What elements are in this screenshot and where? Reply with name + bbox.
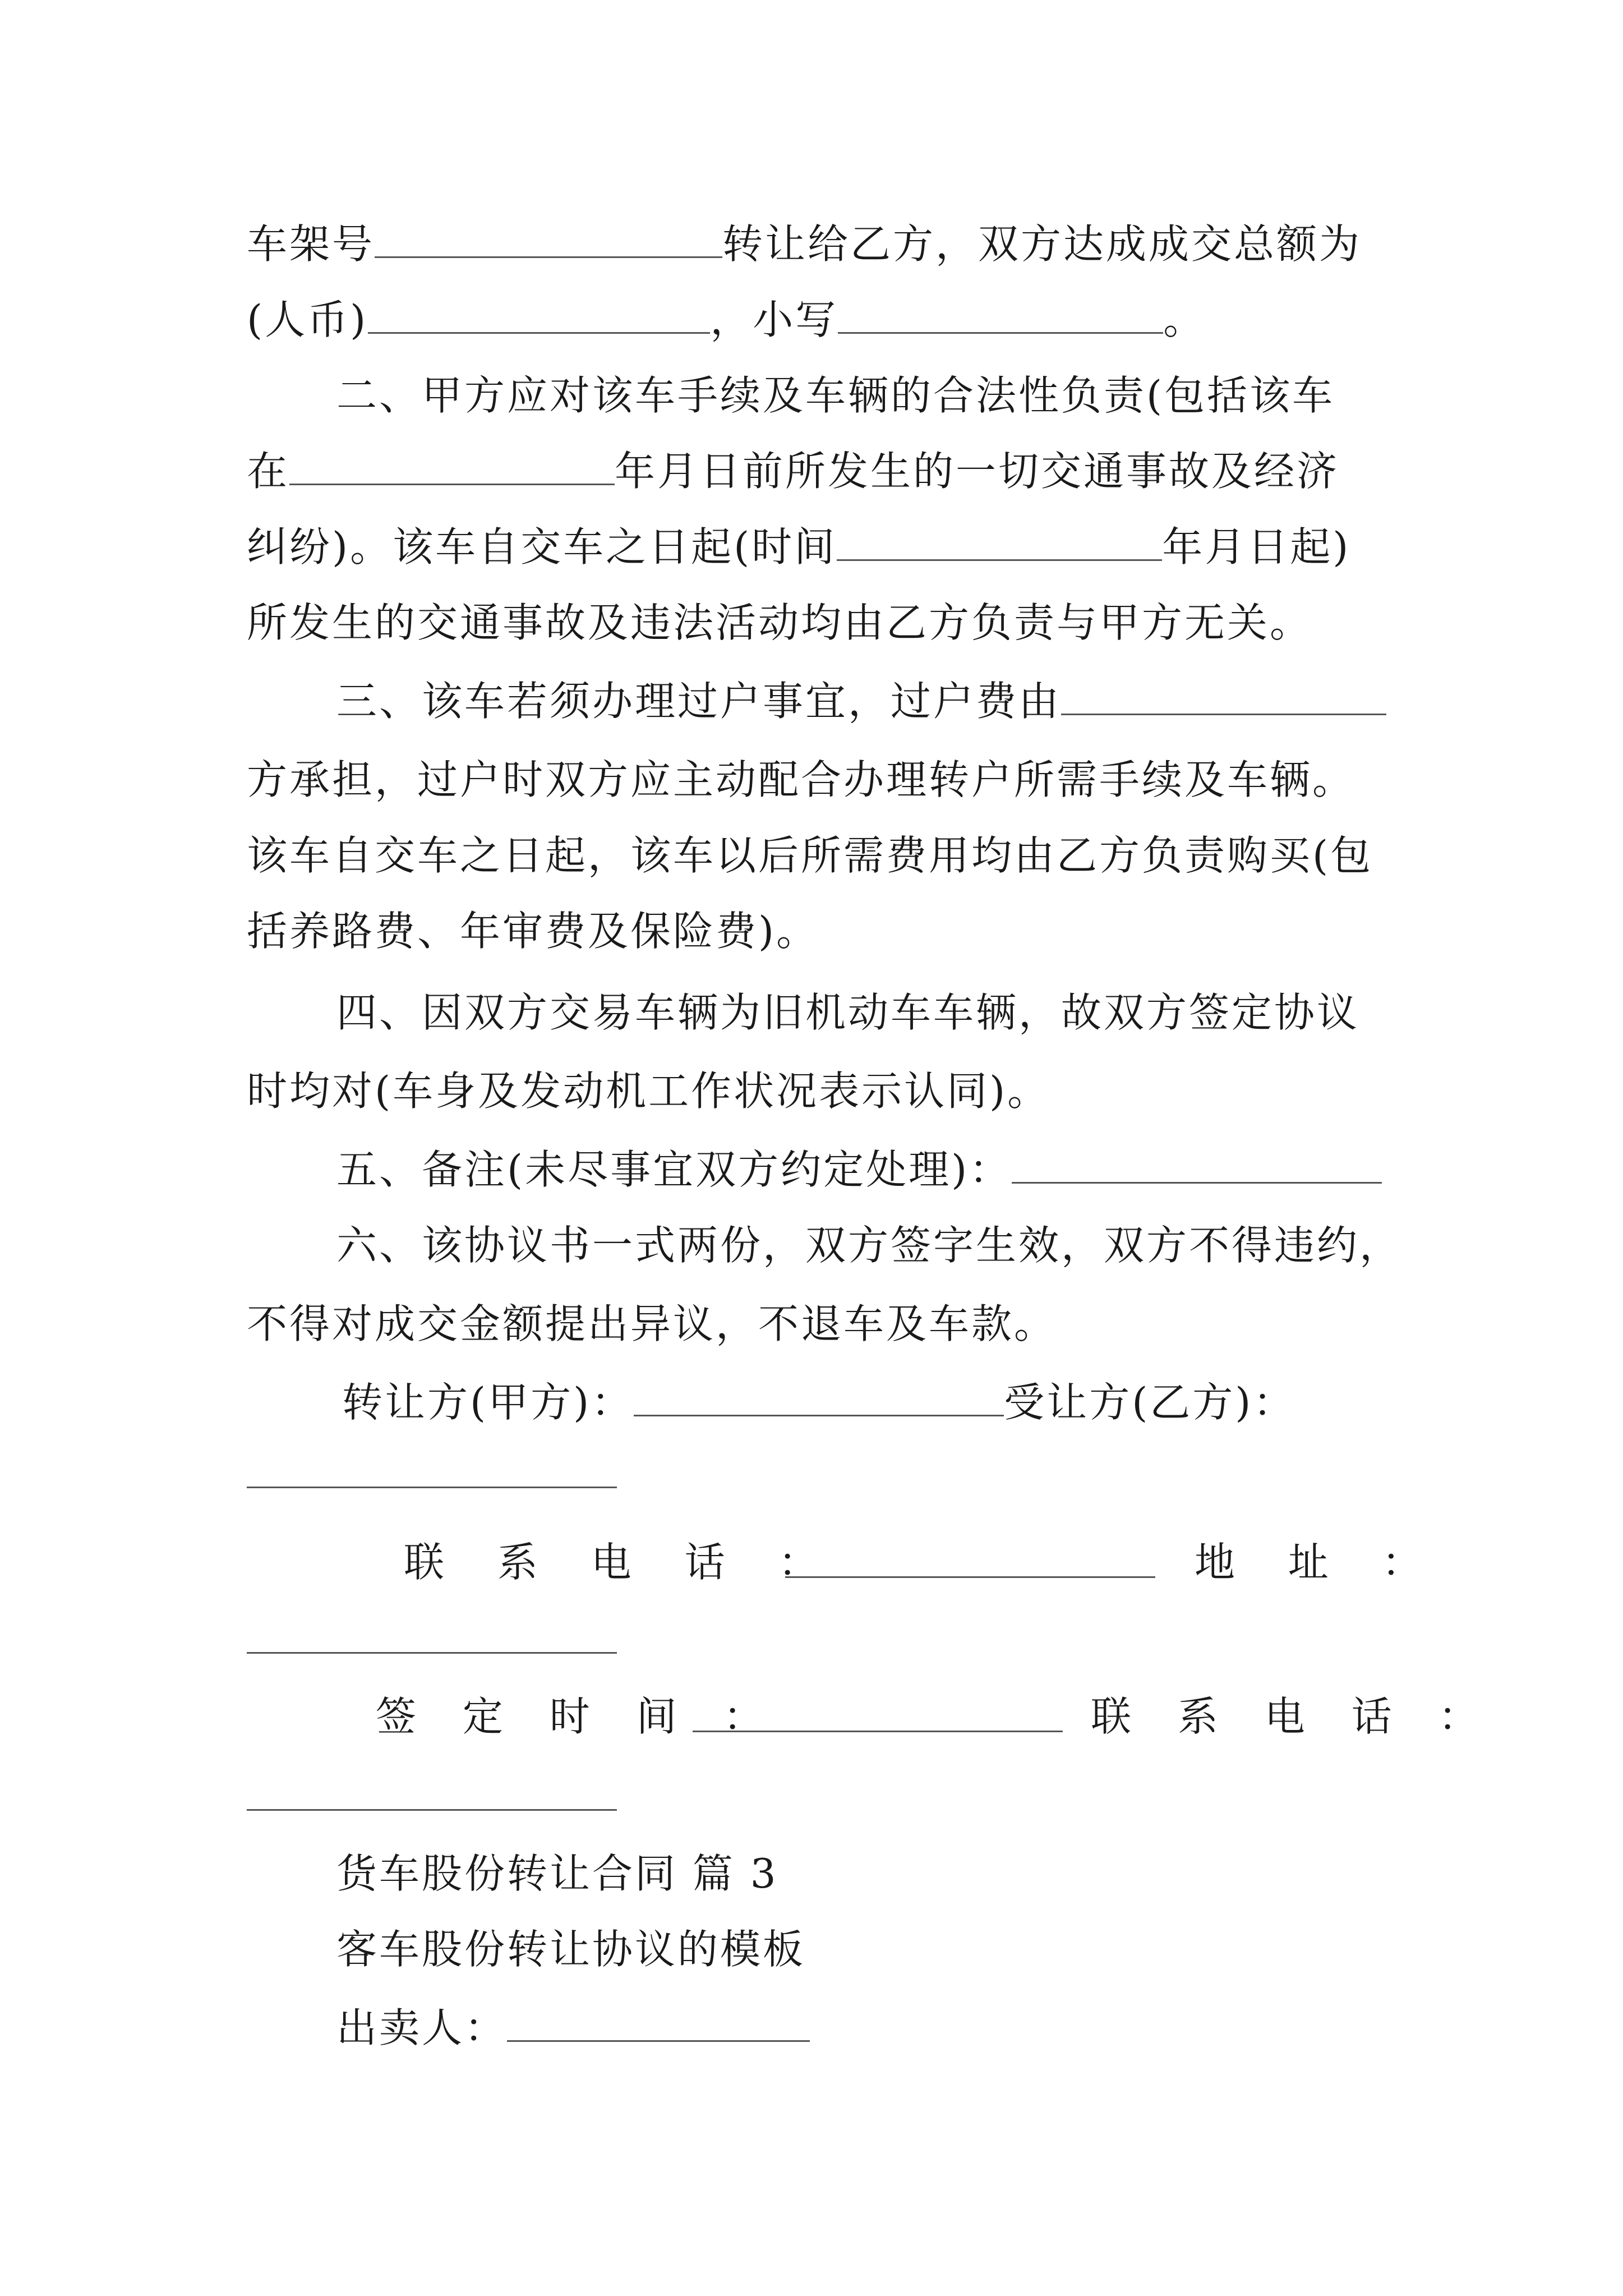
line-section-title [336, 1846, 1391, 1902]
blank-phone-1[interactable] [785, 1576, 1155, 1578]
line-clause-4-b [247, 1063, 1391, 1119]
text-lowercase-label: ，小写 [710, 296, 838, 343]
blank-amount-digits[interactable] [838, 293, 1163, 334]
text-transfer-total: 转让给乙方，双方达成成交总额为 [722, 220, 1362, 268]
text-clause-4: 四、因双方交易车辆为旧机动车车辆，故双方签定协议 [336, 989, 1360, 1036]
line-clause-2-b [247, 443, 1391, 499]
blank-amount-words[interactable] [368, 293, 710, 334]
text-clause-3-b: 方承担，过户时双方应主动配合办理转户所需手续及车辆。 [247, 756, 1355, 803]
line-seller [336, 2000, 1391, 2056]
line-clause-6-b [247, 1296, 1391, 1352]
text-template-title: 客车股份转让协议的模板 [336, 1926, 806, 1973]
text-dispute: 纠纷)。该车自交车之日起(时间 [247, 523, 837, 570]
text-sign-date: 签 定 时 间 ： [376, 1693, 781, 1740]
line-amount [247, 292, 1391, 348]
text-at: 在 [247, 448, 290, 495]
line-clause-3-c [247, 827, 1391, 884]
line-parties [342, 1374, 1391, 1430]
blank-remarks[interactable] [1012, 1143, 1382, 1184]
text-date-from: 年月日起) [1162, 523, 1351, 570]
line-template-title [336, 1921, 1391, 1977]
text-clause-2: 二、甲方应对该车手续及车辆的合法性负责(包括该车 [336, 372, 1335, 419]
text-clause-4-b: 时均对(车身及发动机工作状况表示认同)。 [247, 1068, 1050, 1115]
blank-transferee[interactable] [247, 1487, 617, 1488]
blank-handover-date[interactable] [837, 520, 1162, 561]
text-rmb-label: (人币) [247, 296, 368, 343]
line-clause-2-c [247, 519, 1391, 575]
blank-fee-payer[interactable] [1061, 674, 1386, 715]
text-phone-2: 联 系 电 话 ： [1091, 1693, 1496, 1740]
text-clause-3-d: 括养路费、年审费及保险费)。 [247, 908, 819, 955]
blank-seller[interactable] [507, 2001, 810, 2042]
text-accidents: 年月日前所发生的一切交通事故及经济 [615, 448, 1340, 495]
blank-address[interactable] [247, 1652, 617, 1654]
blank-phone-2[interactable] [247, 1809, 617, 1811]
text-liability: 所发生的交通事故及违法活动均由乙方负责与甲方无关。 [247, 599, 1313, 646]
blank-sign-date[interactable] [693, 1731, 1063, 1732]
text-clause-6-b: 不得对成交金额提出异议，不退车及车款。 [247, 1300, 1057, 1347]
text-address: 地 址 ： [1195, 1539, 1442, 1586]
text-transferee: 受让方(乙方)： [1004, 1379, 1296, 1426]
text-section-title: 货车股份转让合同 篇 3 [336, 1850, 778, 1897]
line-clause-4 [336, 984, 1391, 1041]
blank-date-before[interactable] [289, 444, 615, 485]
text-clause-5: 五、备注(未尽事宜双方约定处理)： [336, 1146, 1012, 1193]
line-clause-3-d [247, 903, 1391, 959]
text-clause-6: 六、该协议书一式两份，双方签字生效，双方不得违约， [336, 1222, 1403, 1269]
line-vin [247, 216, 1391, 272]
text-period: 。 [1163, 296, 1206, 343]
text-seller: 出卖人： [336, 2004, 508, 2051]
text-transferor: 转让方(甲方)： [342, 1379, 634, 1426]
line-clause-2-d [247, 595, 1391, 651]
blank-transferor[interactable] [634, 1375, 1004, 1416]
line-clause-2 [336, 367, 1391, 424]
line-clause-5 [336, 1142, 1391, 1198]
text-phone-1: 联 系 电 话 ： [404, 1539, 839, 1586]
text-vin-label: 车架号 [247, 220, 375, 268]
line-clause-6 [336, 1217, 1403, 1273]
blank-vin[interactable] [375, 217, 722, 258]
line-clause-3-b [247, 752, 1391, 808]
line-clause-3 [336, 673, 1391, 729]
text-clause-3: 三、该车若须办理过户事宜，过户费由 [336, 678, 1062, 725]
text-clause-3-c: 该车自交车之日起，该车以后所需费用均由乙方负责购买(包 [247, 832, 1373, 879]
